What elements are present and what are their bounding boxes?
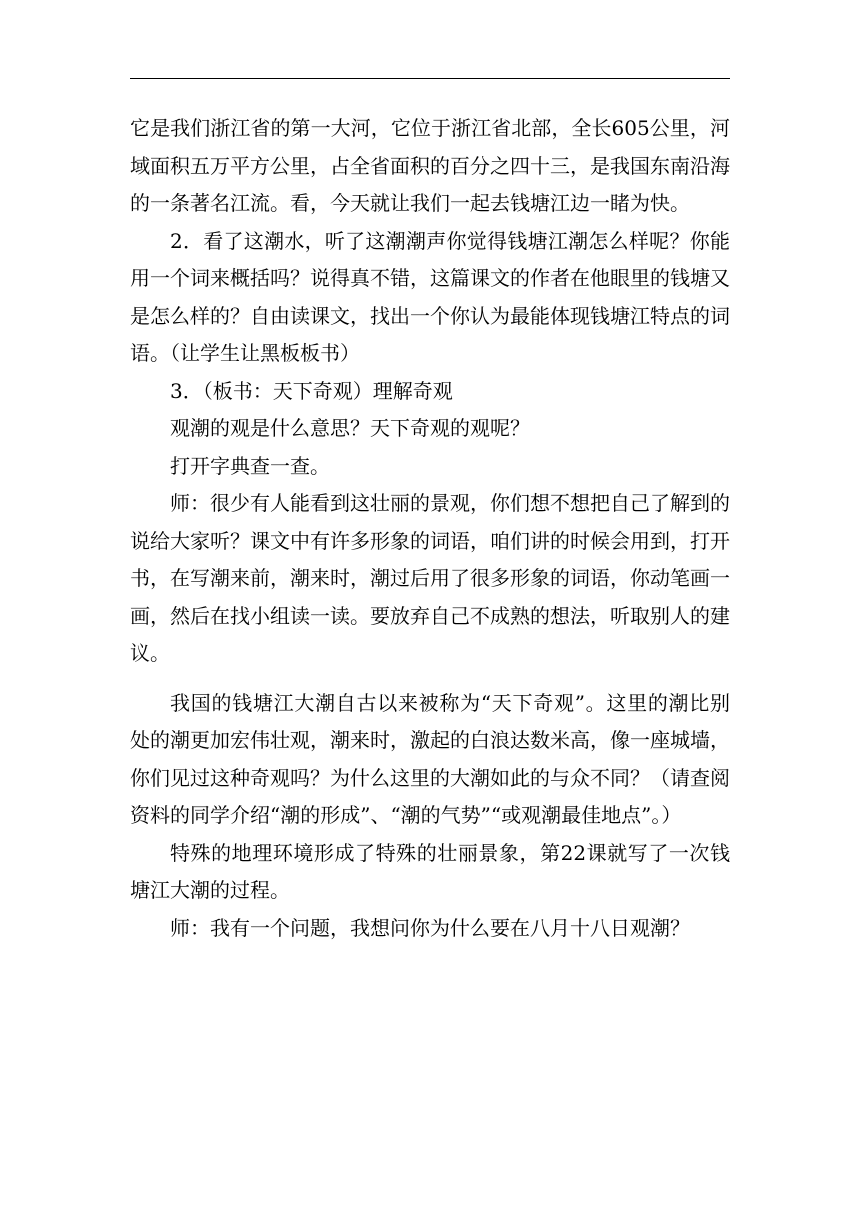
paragraph-8: 特殊的地理环境形成了特殊的壮丽景象，第22课就写了一次钱塘江大潮的过程。 [130,840,730,902]
paragraph-6: 师：很少有人能看到这壮丽的景观，你们想不想把自己了解到的说给大家听？课文中有许多形象的词语，咱们讲的时候会用到，打开书，在写潮来前，潮来时，潮过后用了很多形象的词语，你动笔画一画，然后在找小组读一读。要放弃自己不成熟的想法，听取别人的建议。 [130,491,730,665]
paragraph-4: 观潮的观是什么意思？天下奇观的观呢？ [170,416,530,440]
paragraph-2: 2．看了这潮水，听了这潮潮声你觉得钱塘江潮怎么样呢？你能用一个词来概括吗？说得真不错，这篇课文的作者在他眼里的钱塘又是怎么样的？自由读课文，找出一个你认为最能体现钱塘江特点的词语。（让学生让黑板板书） [130,228,730,365]
paragraph-5: 打开字典查一查。 [170,453,330,478]
document-body [130,110,730,947]
paragraph-3: 3．（板书：天下奇观）理解奇观 [170,378,453,403]
header-rule [130,78,730,79]
paragraph-7: 我国的钱塘江大潮自古以来被称为“天下奇观”。这里的潮比别处的潮更加宏伟壮观，潮来时，激起的白浪达数米高，像一座城墙，你们见过这种奇观吗？为什么这里的大潮如此的与众不同？（请查阅资料的同学介绍“潮的形成”、“潮的气势”“或观潮最佳地点”。） [130,690,730,827]
paragraph-9: 师：我有一个问题，我想问你为什么要在八月十八日观潮？ [170,915,690,940]
paragraph-1: 它是我们浙江省的第一大河，它位于浙江省北部，全长605公里，河域面积五万平方公里，占全省面积的百分之四十三，是我国东南沿海的一条著名江流。看，今天就让我们一起去钱塘江边一睹为快。 [130,116,730,215]
